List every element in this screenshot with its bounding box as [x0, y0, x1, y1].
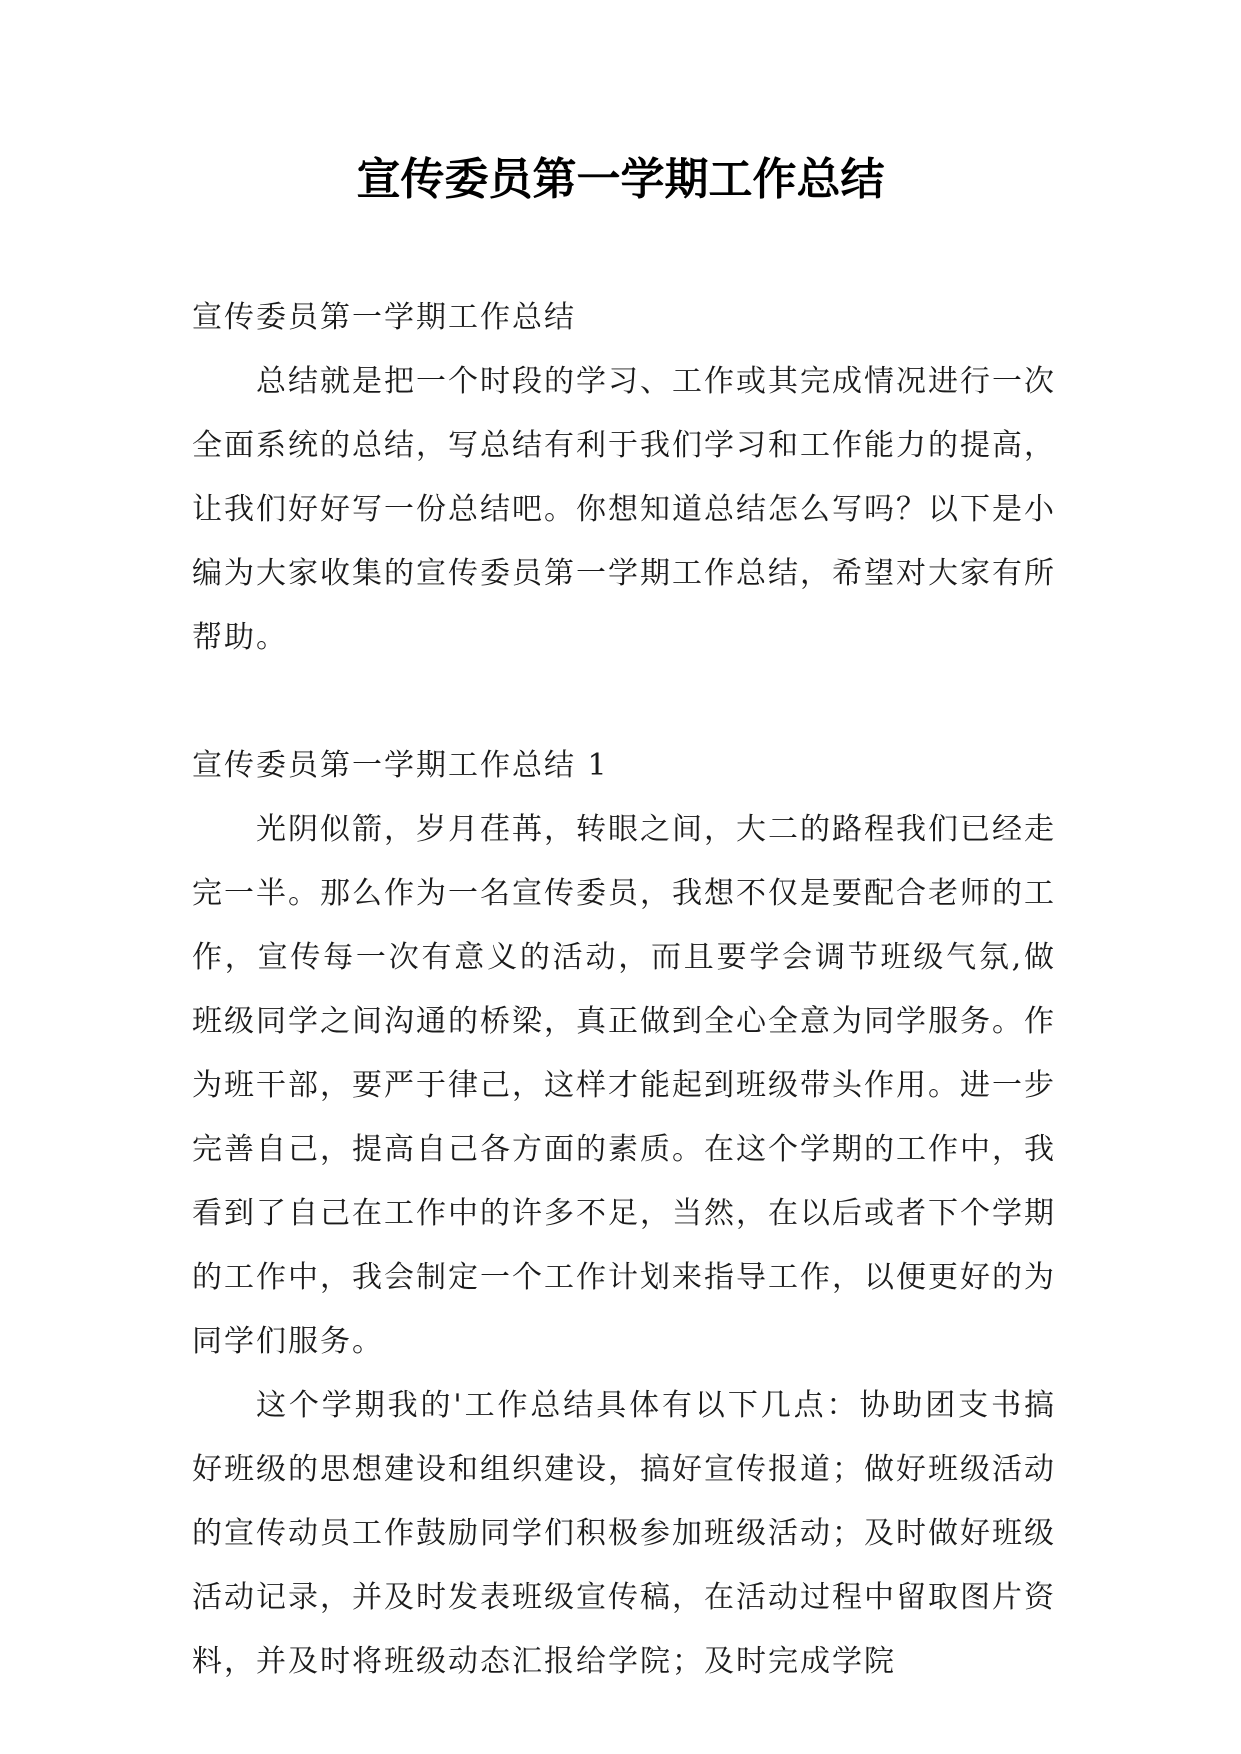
document-body: [192, 286, 1056, 1694]
document-title: 宣传委员第一学期工作总结: [356, 154, 885, 205]
section-spacer: [192, 670, 1056, 734]
section-heading: 宣传委员第一学期工作总结 1: [192, 748, 609, 783]
section-paragraph-2: 这个学期我的'工作总结具体有以下几点：协助团支书搞好班级的思想建设和组织建设，搞好宣传报道；做好班级活动的宣传动员工作鼓励同学们积极参加班级活动；及时做好班级活动记录，并及时发表班级宣传稿，在活动过程中留取图片资料，并及时将班级动态汇报给学院；及时完成学院: [192, 1388, 1056, 1679]
section-paragraph-1: 光阴似箭，岁月荏苒，转眼之间，大二的路程我们已经走完一半。那么作为一名宣传委员，我想不仅是要配合老师的工作，宣传每一次有意义的活动，而且要学会调节班级气氛,做班级同学之间沟通的桥梁，真正做到全心全意为同学服务。作为班干部，要严于律己，这样才能起到班级带头作用。进一步完善自己，提高自己各方面的素质。在这个学期的工作中，我看到了自己在工作中的许多不足，当然，在以后或者下个学期的工作中，我会制定一个工作计划来指导工作，以便更好的为同学们服务。: [192, 812, 1056, 1359]
document-subtitle: 宣传委员第一学期工作总结: [192, 300, 576, 335]
intro-paragraph: 总结就是把一个时段的学习、工作或其完成情况进行一次全面系统的总结，写总结有利于我们学习和工作能力的提高，让我们好好写一份总结吧。你想知道总结怎么写吗？以下是小编为大家收集的宣传委员第一学期工作总结，希望对大家有所帮助。: [192, 364, 1056, 655]
